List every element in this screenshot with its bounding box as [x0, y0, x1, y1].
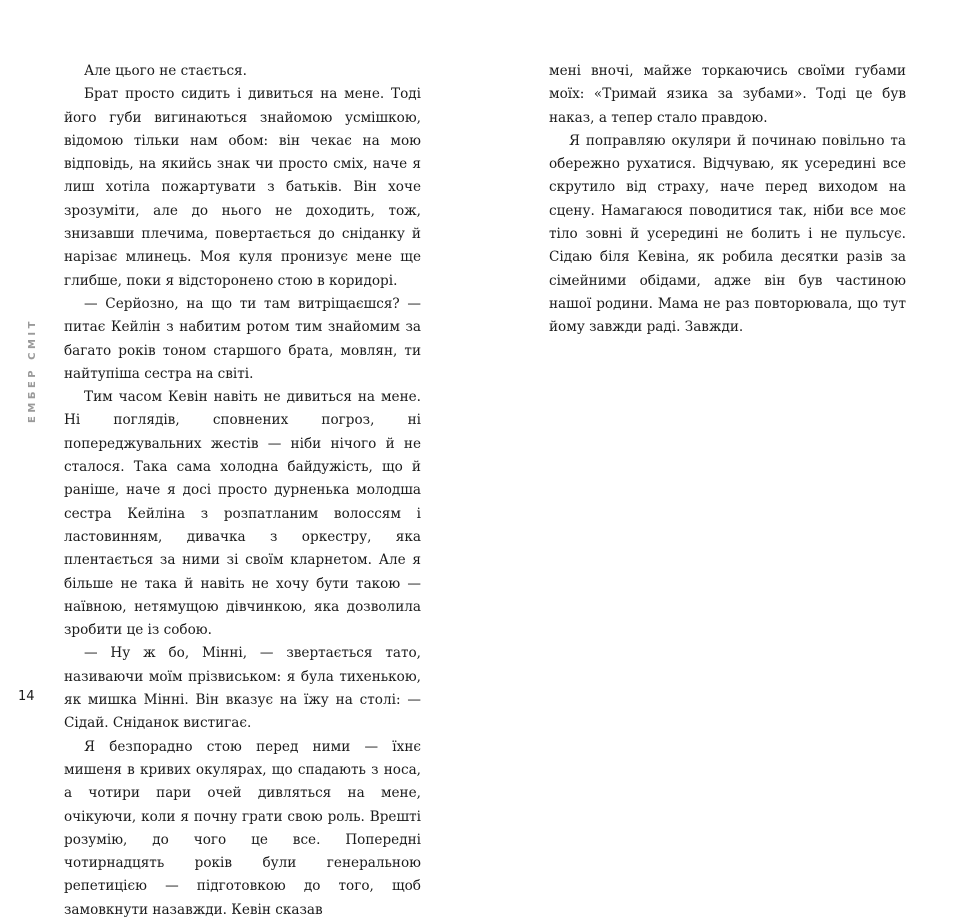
left-page	[0, 0, 485, 918]
right-page-text	[549, 60, 906, 340]
paragraph: — Серйозно, на що ти там витріщаєшся? — питає Кейлін з набитим ротом тим знайомим за багато років тоном старшого брата, мовлян, ти найтупіша сестра на світі.	[64, 295, 421, 382]
paragraph: Брат просто сидить і дивиться на мене. Тоді його губи вигинаються знайомою усмішкою, відомою тільки нам обом: він чекає на мою відповідь, на якийсь знак чи просто сміх, наче я лиш хотіла пожартувати з батьків. Він хоче зрозуміти, але до нього не доходить, тож, знизавши плечима, повертається до сніданку й нарізає млинець. Моя куля пронизує мене ще глибше, поки я відсторонено стою в коридорі.	[64, 86, 421, 289]
paragraph: Але цього не стається.	[84, 63, 247, 79]
paragraph: мені вночі, майже торкаючись своїми губами моїх: «Тримай язика за зубами». Тоді це був наказ, а тепер стало правдою.	[549, 63, 906, 126]
paragraph: — Ну ж бо, Мінні, — звертається тато, називаючи моїм прізвиськом: я була тихенькою, як мишка Мінні. Він вказує на їжу на столі: — Сідай. Сніданок вистигає.	[64, 645, 421, 732]
running-head-author: ЕМБЕР СМІТ	[26, 317, 38, 423]
paragraph: Тим часом Кевін навіть не дивиться на мене. Ні поглядів, сповнених погроз, ні попереджувальних жестів — ніби нічого й не сталося. Така сама холодна байдужість, що й раніше, наче я досі просто дурненька молодша сестра Кейліна з розпатланим волоссям і ластовинням, дивачка з оркестру, яка плентається за ними зі своїм кларнетом. Але я більше не така й навіть не хочу бути такою — наївною, нетямущою дівчинкою, яка дозволила зробити це із собою.	[64, 389, 421, 639]
running-head	[18, 300, 46, 440]
left-page-text	[64, 60, 421, 922]
right-page	[485, 0, 970, 728]
page-number: 14	[18, 689, 35, 704]
paragraph: Я поправляю окуляри й починаю повільно та обережно рухатися. Відчуваю, як усередині все скрутило від страху, наче перед виходом на сцену. Намагаюся поводитися так, ніби все моє тіло зовні й усередині не болить і не пульсує. Сідаю біля Кевіна, як робила десятки разів за сімейними обідами, адже він був частиною нашої родини. Мама не раз повторювала, що тут йому завжди раді. Завжди.	[549, 132, 906, 336]
paragraph: Я безпорадно стою перед ними — їхнє мишеня в кривих окулярах, що спадають з носа, а чотири пари очей дивляться на мене, очікуючи, коли я почну грати свою роль. Врешті розумію, до чого це все. Попередні чотирнадцять років були генеральною репетицією — підготовкою до того, щоб замовкнути назавжди. Кевін сказав	[64, 738, 421, 918]
